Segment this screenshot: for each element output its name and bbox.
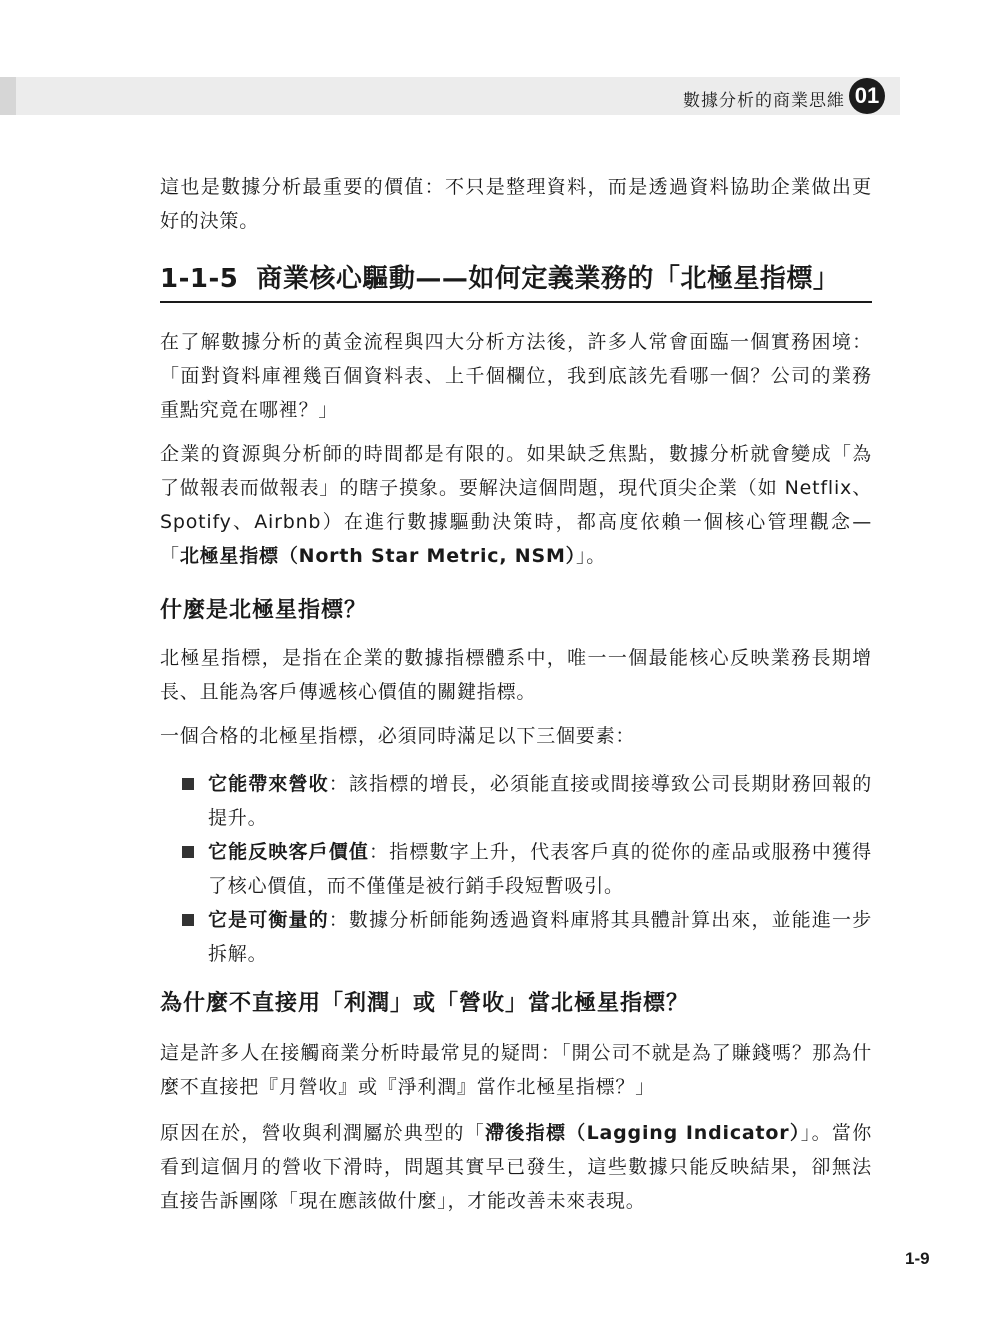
section-heading bbox=[160, 258, 872, 303]
paragraph-4: 一個合格的北極星指標，必須同時滿足以下三個要素： bbox=[160, 725, 636, 747]
list-item-text: ：數據分析師能夠透過資料庫將其具體計算出來，並能進一步拆解。 bbox=[208, 909, 872, 965]
paragraph-2-text: 企業的資源與分析師的時間都是有限的。如果缺乏焦點，數據分析就會變成「為了做報表而做報表」的瞎子摸象。要解決這個問題，現代頂尖企業（如 Netflix、Spotify、Airbnb）在進行數據驅動決策時，都高度依賴一個核心管理觀念—「 bbox=[160, 443, 872, 567]
page-number: 1-9 bbox=[905, 1249, 930, 1268]
list-item-text: ：該指標的增長，必須能直接或間接導致公司長期財務回報的提升。 bbox=[208, 773, 872, 829]
paragraph-6-text: 原因在於，營收與利潤屬於典型的「 bbox=[160, 1122, 486, 1144]
paragraph-6 bbox=[160, 1116, 872, 1218]
list-item-term: 它是可衡量的 bbox=[208, 909, 329, 931]
paragraph-5: 這是許多人在接觸商業分析時最常見的疑問：「開公司不就是為了賺錢嗎？那為什麼不直接把『月營收』或『淨利潤』當作北極星指標？」 bbox=[160, 1042, 872, 1098]
subheading-why-not-profit: 為什麼不直接用「利潤」或「營收」當北極星指標？ bbox=[160, 991, 690, 1016]
list-item bbox=[182, 903, 872, 971]
paragraph-2-bold: 北極星指標（North Star Metric, NSM） bbox=[179, 545, 576, 567]
list-item-term: 它能帶來營收 bbox=[208, 773, 329, 795]
chapter-number-badge: 01 bbox=[849, 78, 885, 114]
requirements-list bbox=[182, 767, 872, 971]
list-item-term: 它能反映客戶價值 bbox=[208, 841, 370, 863]
intro-paragraph: 這也是數據分析最重要的價值：不只是整理資料，而是透過資料協助企業做出更好的決策。 bbox=[160, 176, 872, 232]
header-left-strip bbox=[0, 77, 16, 115]
paragraph-2-end: 」。 bbox=[575, 545, 607, 567]
paragraph-6-bold: 滯後指標（Lagging Indicator） bbox=[485, 1122, 801, 1144]
paragraph-3: 北極星指標，是指在企業的數據指標體系中，唯一一個最能核心反映業務長期增長、且能為客戶傳遞核心價值的關鍵指標。 bbox=[160, 647, 872, 703]
section-number: 1-1-5 bbox=[160, 264, 239, 294]
chapter-title: 數據分析的商業思維 bbox=[683, 91, 845, 111]
list-item-text: ：指標數字上升，代表客戶真的從你的產品或服務中獲得了核心價值，而不僅僅是被行銷手段短暫吸引。 bbox=[208, 841, 872, 897]
square-bullet-icon bbox=[182, 778, 194, 790]
section-title: 商業核心驅動——如何定義業務的「北極星指標」 bbox=[256, 264, 840, 294]
square-bullet-icon bbox=[182, 846, 194, 858]
list-item bbox=[182, 835, 872, 903]
square-bullet-icon bbox=[182, 914, 194, 926]
subheading-what-is-nsm: 什麼是北極星指標？ bbox=[160, 598, 368, 623]
list-item bbox=[182, 767, 872, 835]
paragraph-2 bbox=[160, 437, 872, 573]
paragraph-6-end: 」。當你看到這個月的營收下滑時，問題其實早已發生，這些數據只能反映結果，卻無法直接告訴團隊「現在應該做什麼」，才能改善未來表現。 bbox=[160, 1122, 872, 1212]
paragraph-1: 在了解數據分析的黃金流程與四大分析方法後，許多人常會面臨一個實務困境：「面對資料庫裡幾百個資料表、上千個欄位，我到底該先看哪一個？公司的業務重點究竟在哪裡？」 bbox=[160, 331, 872, 421]
